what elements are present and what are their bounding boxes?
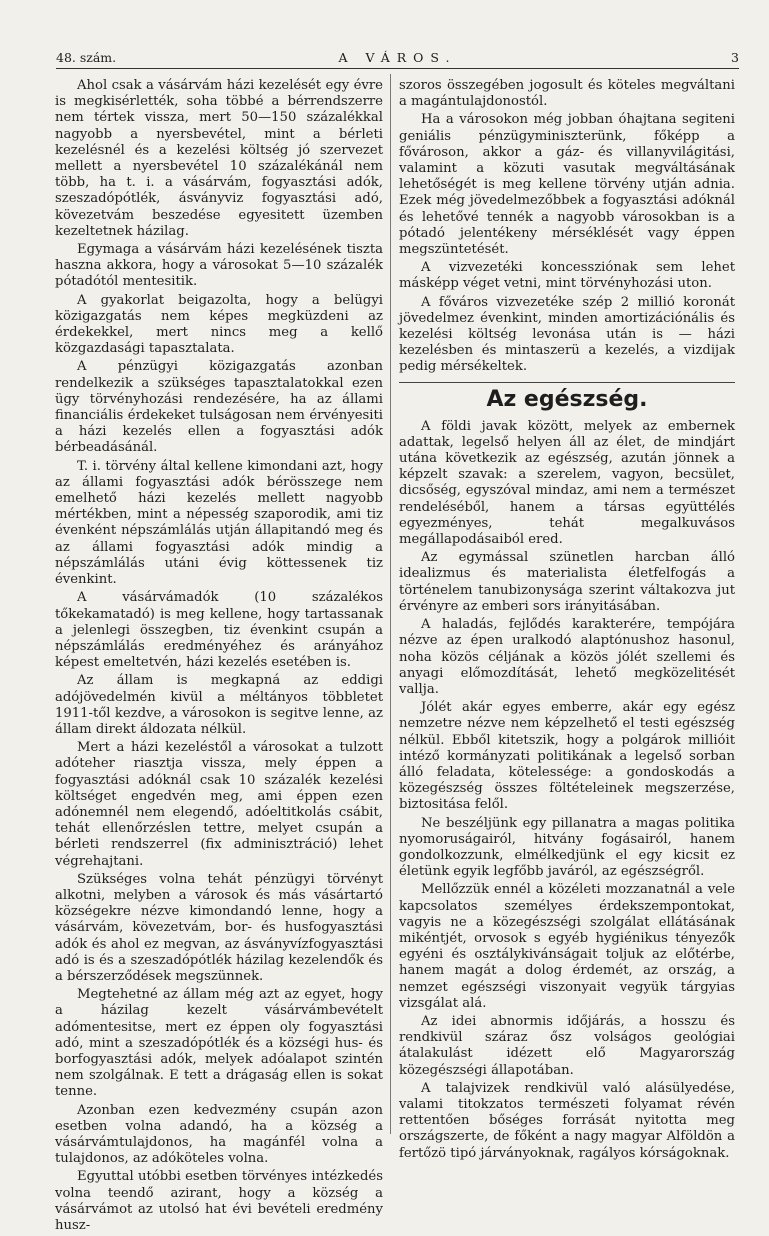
paragraph: Azonban ezen kedvezmény csupán azon esetben volna adandó, ha a község a vásárvámtulajdonos, ha magánfél volna a tulajdonos, az adóköteles volna.	[55, 1102, 383, 1167]
paragraph: A vásárvámadók (10 százalékos tőkekamatadó) is meg kellene, hogy tartassanak a jelenlegi összegben, tiz évenkint csupán a népszámlálás eredményéhez és arányához képest emeltetvén, házi kezelés esetében is.	[55, 590, 383, 671]
paragraph: A haladás, fejlődés karakterére, tempójára nézve az épen uralkodó alaptónushoz hasonul, noha közös céljának a közös jólét szellemi és anyagi előmozdítását, lehető megközelitését vallja.	[399, 617, 735, 697]
page-header	[56, 48, 739, 69]
paragraph: Ne beszéljünk egy pillanatra a magas politika nyomoruságairól, hitvány fogásairól, hanem gondolkozzunk, elmélkedjünk el egy kicsit ez életünk egyik legfőbb javáról, az egészségről.	[399, 815, 735, 880]
paragraph: A pénzügyi közigazgatás azonban rendelkezik a szükséges tapasztalatokkal ezen ügy törvényhozási rendezésére, ha az állami financiális érdekeket tulságosan nem érvényesiti a házi kezelés ellen a fogyasztási adók bérbeadásánál.	[55, 359, 383, 456]
paragraph: A gyakorlat beigazolta, hogy a belügyi közigazgatás nem képes megküzdeni az érdekekkel, mert nincs meg a kellő közgazdasági tapasztalata.	[55, 292, 383, 357]
paragraph: Az idei abnormis időjárás, a hosszu és rendkivül száraz ősz volságos geológiai átalakulást idézett elő Magyarország közegészségi állapotában.	[399, 1013, 735, 1078]
paragraph: A főváros vizvezetéke szép 2 millió koronát jövedelmez évenkint, minden amortizációnális és kezelési költség levonása után is — házi kezelésben és mintaszerü a kezelés, a vizdijak pedig mérsékeltek.	[399, 294, 735, 375]
paragraph: Mellőzzük ennél a közéleti mozzanatnál a vele kapcsolatos személyes érdekszempontokat, vagyis ne a közegészségi szolgálat ellátásának mikéntjét, orvosok s egyéb hygiénikus tényezők egyéni és osztálykivánságait toljuk az előtérbe, hanem magát a dolog érdemét, az ország, a nemzet egészségi viszonyait vegyük tárgyias vizsgálat alá.	[399, 882, 735, 1011]
paragraph: A vizvezetéki koncessziónak sem lehet másképp véget vetni, mint törvényhozási uton.	[399, 260, 735, 292]
paragraph: Egymaga a vásárvám házi kezelésének tiszta haszna akkora, hogy a városokat 5—10 százalék pótadótól mentesitik.	[55, 242, 383, 290]
paragraph: Ahol csak a vásárvám házi kezelését egy évre is megkisérlették, soha többé a bérrendszerre nem tértek vissza, mert 50—150 százalékkal nagyobb a nyersbevétel, mint a bérleti kezelésnél és a kezelési költség jó szervezet mellett a nyersbevétel 10 százalékánál nem több, ha t. i. a vásárvám, fogyasztási adók, szeszadópótlék, ásványviz fogyasztási adó, kövezetvám beszedése egyesitett üzemben kezeltetnek házilag.	[55, 78, 383, 239]
paragraph: T. i. törvény által kellene kimondani azt, hogy az állami fogyasztási adók bérösszege nem emelhető házi kezelés mellett nagyobb mértékben, mint a népesség szaporodik, ami tiz évenként népszámlálás utján állapitandó meg és az állami fogyasztási adók mindig a népszámlálás utáni évig köttessenek tiz évenkint.	[55, 458, 383, 588]
right-column	[399, 78, 735, 1164]
section-divider	[399, 382, 735, 383]
issue-number: 48. szám.	[56, 50, 117, 65]
column-divider	[390, 74, 391, 1134]
paragraph: Megtehetné az állam még azt az egyet, hogy a házilag kezelt vásárvámbevételt adómentesitse, mert ez éppen oly fogyasztási adó, mint a szeszadópótlék és a községi hus- és borfogyasztási adók, melyek adóalapot szintén nem szolgálnak. E tett a drágaság ellen is sokat tenne.	[55, 987, 383, 1100]
paragraph: A földi javak között, melyek az embernek adattak, legelső helyen áll az élet, de mindjárt utána következik az egészség, azután jönnek a képzelt szavak: a szerelem, vagyon, becsület, dicsőség, egyszóval mindaz, ami nem a természet rendeléséből, hanem a társas együttélés egyezményes, tehát megalkuvásos megállapodásaiból ered.	[399, 418, 735, 548]
paragraph: Mert a házi kezeléstől a városokat a tulzott adóteher riasztja vissza, mely éppen a fogyasztási adóknál csak 10 százalék kezelési költséget engedvén meg, ami éppen ezen adónemnél nem elegendő, adóeltitkolás csábit, tehát ellenőrzéslen tettre, melyet csupán a bérleti rendszerrel (fix adminisztráció) lehet végrehajtani.	[55, 740, 383, 869]
paragraph: Szükséges volna tehát pénzügyi törvényt alkotni, melyben a városok és más vásártartó községekre nézve kimondandó lenne, hogy a vásárvám, kövezetvám, bor- és husfogyasztási adók és ahol ez megvan, az ásványvízfogyasztási adó is és a szeszadópótlék házilag kezelendők és a bérszerződések megszünnek.	[55, 871, 383, 984]
paragraph: Jólét akár egyes emberre, akár egy egész nemzetre nézve nem képzelhető el testi egészség nélkül. Ebből kitetszik, hogy a polgárok millióit intéző kormányzati politikának a legelső sorban álló feladata, kötelessége: a gondoskodás a közegészség összes föltételeinek megszerzése, biztositása felől.	[399, 700, 735, 813]
paragraph: Ha a városokon még jobban óhajtana segiteni geniális pénzügyminiszterünk, főképp a fővároson, akkor a gáz- és villanyvilágitási, valamint a közuti vasutak megváltásának lehetőségét is meg kellene törvény utján adnia. Ezek még jövedelmezőbbek a fogyasztási adóknál és lehetővé tennék a nagyobb városokban is a pótadó jelentékeny mérséklését vagy éppen megszüntetését.	[399, 112, 735, 258]
left-column	[55, 78, 383, 1236]
page-number: 3	[731, 50, 739, 65]
paragraph: A talajvizek rendkivül való alásülyedése, valami titokzatos természeti folyamat révén rettentően bőséges forrását nyitotta meg országszerte, de főként a nagy magyar Alföldön a fertőzö tipó járványoknak, ragályos kórságoknak.	[399, 1080, 735, 1161]
paragraph: Az állam is megkapná az eddigi adójövedelmén kivül a méltányos többletet 1911-től kezdve, a városokon is segitve lenne, az állam direkt áldozata nélkül.	[55, 673, 383, 737]
paragraph: Egyuttal utóbbi esetben törvényes intézkedés volna teendő azirant, hogy a község a vásárvámot az utolsó hat évi bevételi eredmény husz-	[55, 1169, 383, 1234]
section-title: Az egészség.	[486, 386, 648, 412]
paragraph: Az egymással szünetlen harcban álló idealizmus és materialista életfelfogás a történelem tanubizonysága szerint váltakozva jut érvényre az emberi sors irányitásában.	[399, 550, 735, 614]
newspaper-title: A VÁROS.	[338, 50, 457, 65]
paragraph: szoros összegében jogosult és köteles megváltani a magántulajdonostól.	[399, 78, 735, 110]
